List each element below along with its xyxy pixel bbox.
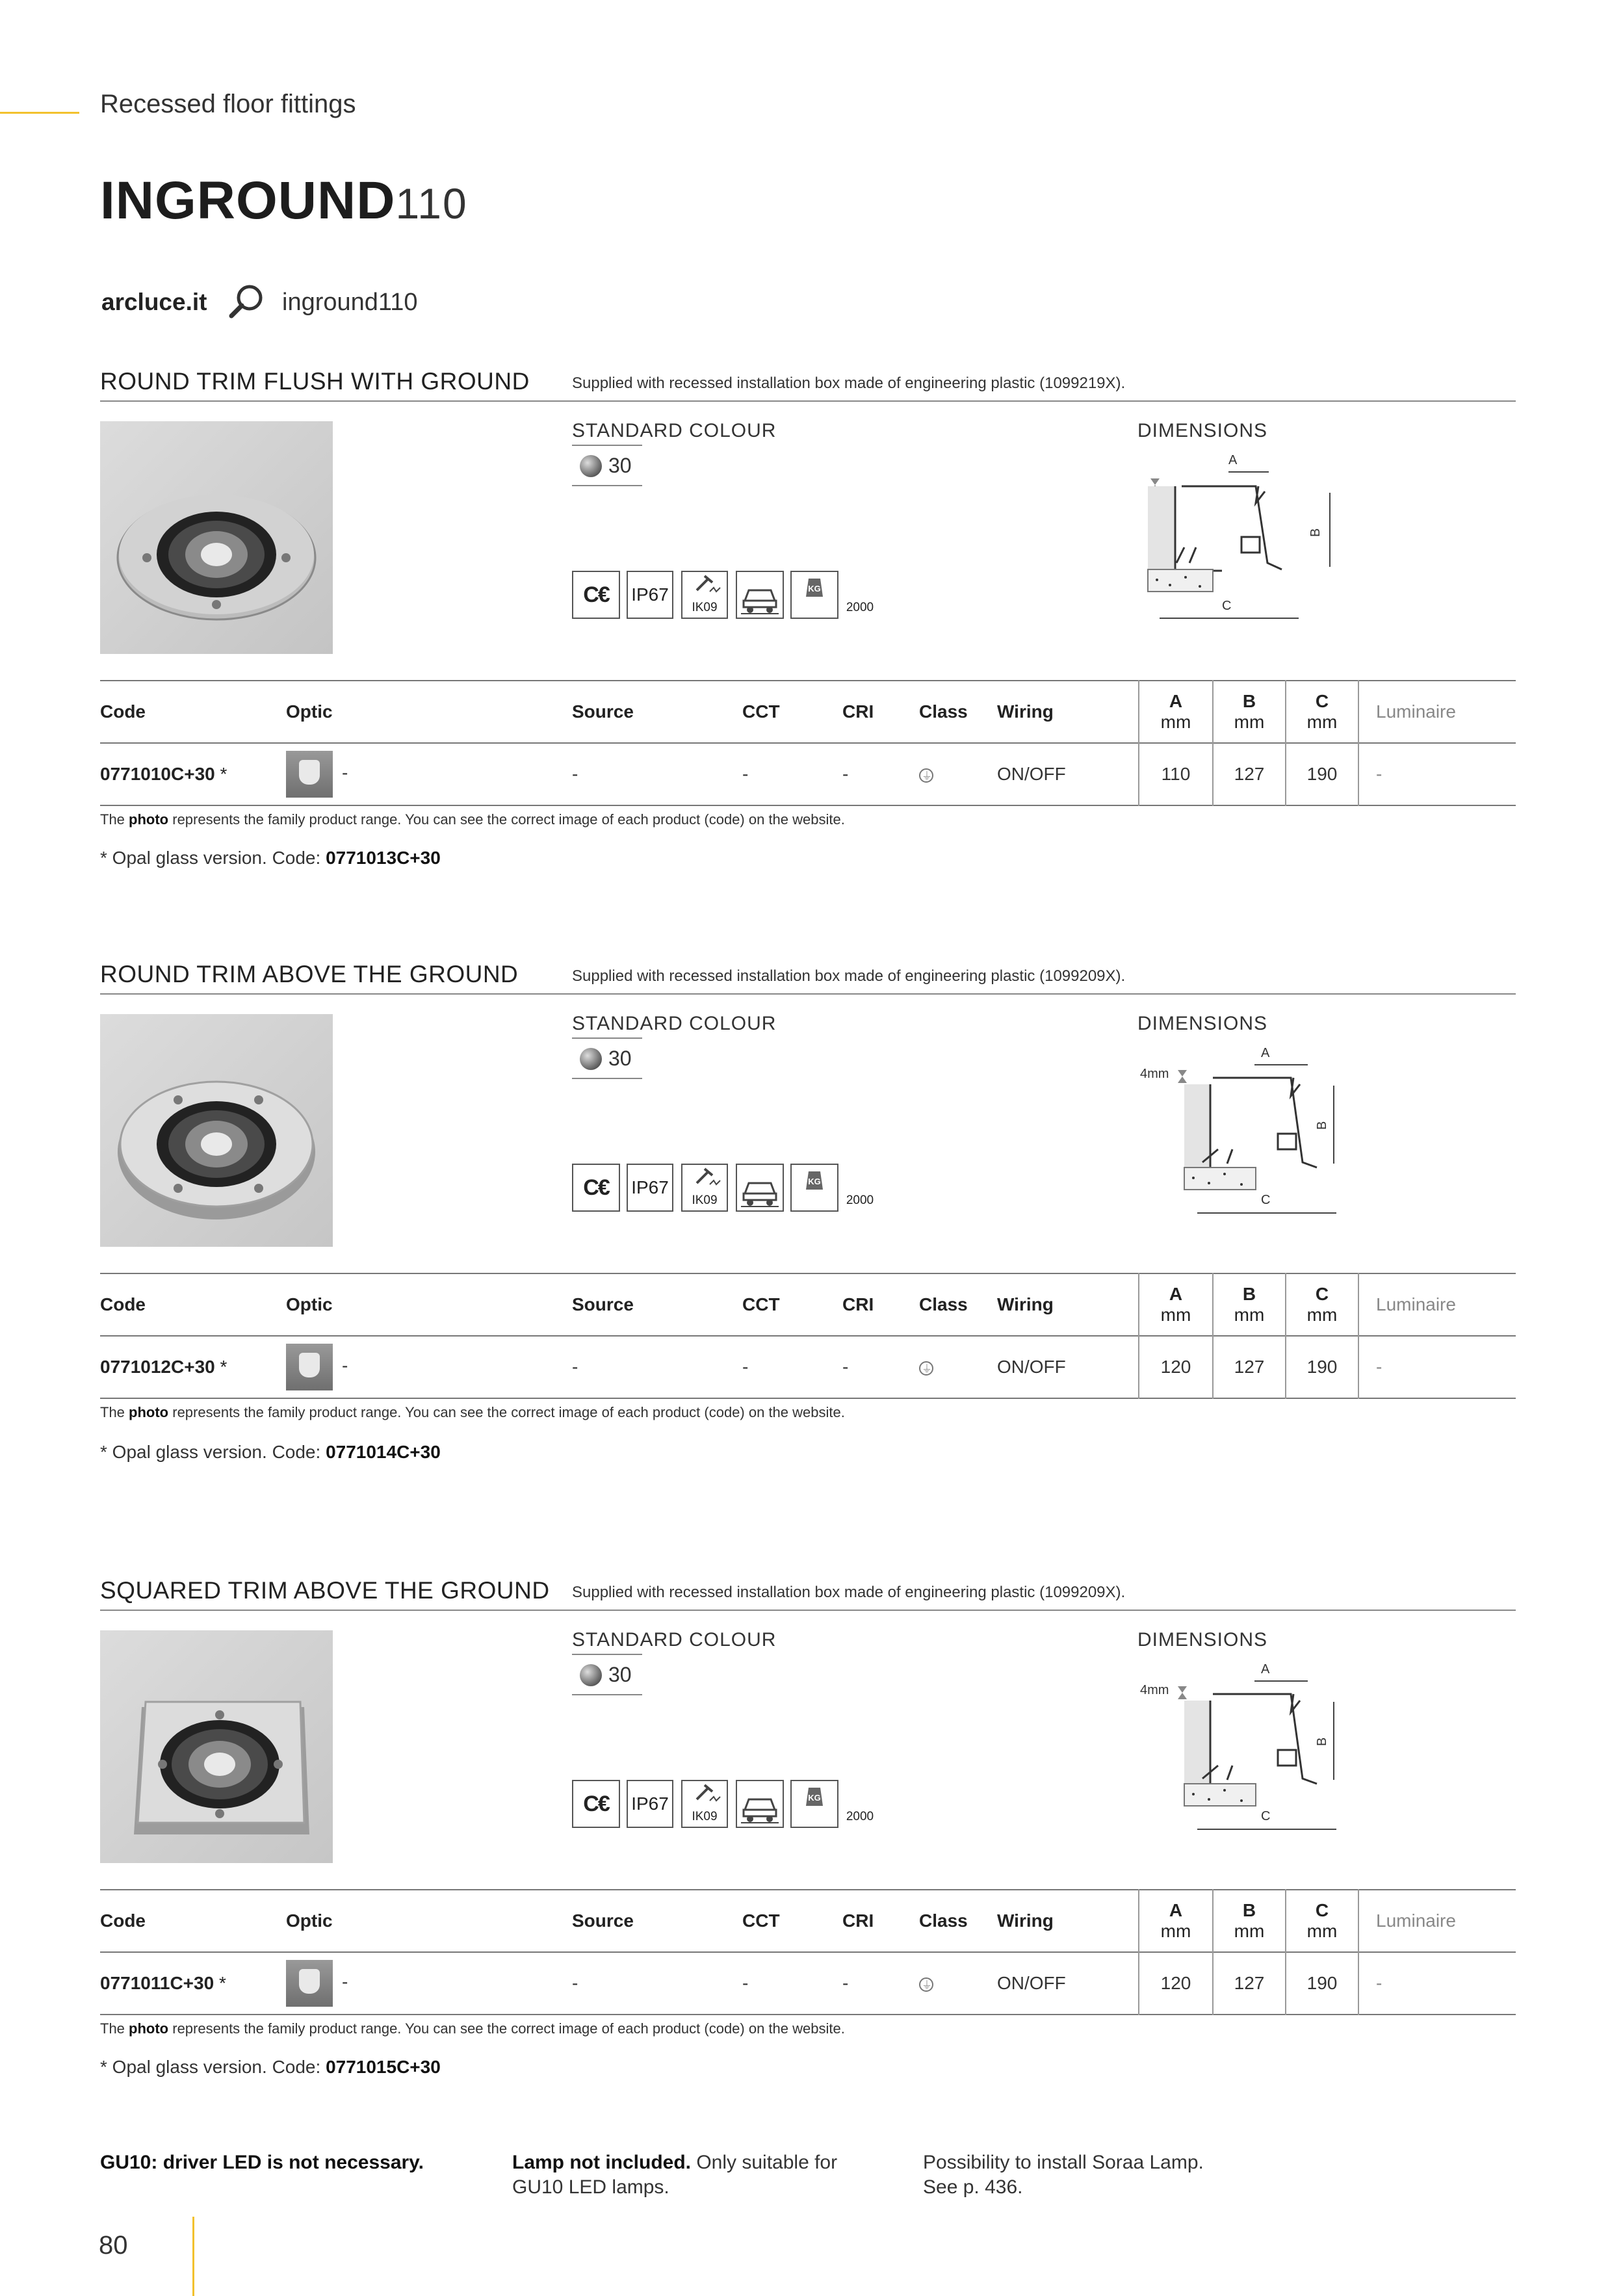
optic-cell: - [286, 1952, 572, 2015]
load-weight-icon [790, 1164, 874, 1212]
ce-mark-icon: C€ [572, 1780, 620, 1828]
cct-cell: - [742, 764, 749, 784]
drive-over-car-icon [736, 571, 784, 619]
luminaire-cell: - [1358, 1952, 1516, 2015]
optic-lamp-icon [286, 751, 333, 798]
dim-a-label: A [1261, 1662, 1270, 1676]
section-divider [100, 400, 1516, 402]
source-cell: - [572, 1973, 578, 1993]
section-title: SQUARED TRIM ABOVE THE GROUND [100, 1577, 550, 1604]
website-link[interactable]: arcluce.it [101, 289, 207, 315]
dim-b-label: B [1315, 1737, 1329, 1746]
product-code[interactable]: 0771011C+30 * [100, 1973, 226, 1993]
colour-swatch [572, 1654, 642, 1695]
dim-a-value: 120 [1139, 1952, 1213, 2015]
class-cell [919, 1952, 997, 2015]
optic-lamp-icon [286, 1344, 333, 1390]
col-a: A mm [1139, 1890, 1213, 1952]
spec-table-2 [100, 1273, 1516, 1399]
col-cct: CCT [742, 701, 780, 722]
cct-cell: - [742, 1357, 749, 1377]
col-cri: CRI [842, 701, 874, 722]
section-divider [100, 993, 1516, 995]
cct-cell: - [742, 1973, 749, 1993]
colour-swatch [572, 445, 642, 486]
dim-c-label: C [1261, 1193, 1271, 1207]
earth-class-icon [919, 1361, 933, 1376]
ip-rating-badge: IP67 [627, 1780, 673, 1828]
dim-c-label: C [1222, 599, 1232, 613]
col-b: B mm [1213, 681, 1286, 743]
wiring-cell: ON/OFF [997, 1973, 1066, 1993]
col-code: Code [100, 1911, 146, 1931]
colour-swatch [572, 1037, 642, 1079]
col-luminaire: Luminaire [1358, 1273, 1516, 1336]
dimensions-label: DIMENSIONS [1137, 420, 1268, 441]
dim-b-label: B [1315, 1121, 1329, 1130]
search-term: inground110 [282, 289, 418, 316]
dim-a-value: 120 [1139, 1336, 1213, 1398]
dim-c-value: 190 [1286, 743, 1358, 805]
col-optic: Optic [286, 1911, 333, 1931]
standard-colour-label: STANDARD COLOUR [572, 1013, 777, 1034]
col-code: Code [100, 701, 146, 722]
product-name: INGROUND [100, 171, 396, 230]
col-cct: CCT [742, 1911, 780, 1931]
photo-note: The photo represents the family product range. You can see the correct image of each product (code) on the website. [100, 811, 845, 828]
earth-class-icon [919, 768, 933, 783]
dimensions-label: DIMENSIONS [1137, 1013, 1268, 1034]
col-luminaire: Luminaire [1358, 681, 1516, 743]
col-wiring: Wiring [997, 1911, 1054, 1931]
ce-mark-icon: C€ [572, 1164, 620, 1212]
footer-note-lamp: Lamp not included. Only suitable for GU10 LED lamps. [512, 2152, 838, 2198]
ik-rating-label: IK09 [692, 1194, 718, 1207]
optic-cell: - [286, 743, 572, 805]
photo-note: The photo represents the family product range. You can see the correct image of each product (code) on the website. [100, 2020, 845, 2037]
search-icon[interactable] [227, 282, 265, 320]
table-row[interactable] [100, 743, 1516, 805]
drive-over-car-icon [736, 1164, 784, 1212]
photo-note: The photo represents the family product range. You can see the correct image of each product (code) on the website. [100, 1404, 845, 1420]
colour-code: 30 [608, 1663, 632, 1686]
optic-lamp-icon [286, 1960, 333, 2007]
dim-4mm-label: 4mm [1140, 1683, 1169, 1697]
col-c: C mm [1286, 1890, 1358, 1952]
header-accent-line [0, 112, 79, 114]
colour-code: 30 [608, 1047, 632, 1070]
section-note: Supplied with recessed installation box made of engineering plastic (1099219X). [572, 374, 1126, 392]
col-a: A mm [1139, 681, 1213, 743]
load-weight-label: 2000 [846, 1810, 874, 1823]
ik-rating-icon [681, 1164, 728, 1212]
col-cri: CRI [842, 1294, 874, 1314]
optic-cell: - [286, 1336, 572, 1398]
section-divider [100, 1610, 1516, 1611]
dim-b-label: B [1308, 528, 1323, 537]
cri-cell: - [842, 764, 849, 784]
wiring-cell: ON/OFF [997, 764, 1066, 784]
product-photo [100, 1014, 333, 1247]
col-wiring: Wiring [997, 1294, 1054, 1314]
source-cell: - [572, 1357, 578, 1377]
col-c: C mm [1286, 681, 1358, 743]
ik-rating-icon [681, 571, 728, 619]
product-code[interactable]: 0771010C+30 * [100, 764, 227, 784]
col-source: Source [572, 1294, 634, 1314]
col-b: B mm [1213, 1273, 1286, 1336]
col-wiring: Wiring [997, 701, 1054, 722]
spec-table-3 [100, 1889, 1516, 2015]
drive-over-car-icon [736, 1780, 784, 1828]
standard-colour-label: STANDARD COLOUR [572, 420, 777, 441]
page-accent-bar [192, 2217, 194, 2296]
dim-4mm-label: 4mm [1140, 1067, 1169, 1081]
svg-text:KG: KG [808, 1177, 821, 1186]
col-c: C mm [1286, 1273, 1358, 1336]
product-photo [100, 421, 333, 654]
class-cell [919, 743, 997, 805]
footer-note-soraa: Possibility to install Soraa Lamp. See p. 436. [923, 2152, 1204, 2198]
col-source: Source [572, 701, 634, 722]
dim-b-value: 127 [1213, 1336, 1286, 1398]
svg-text:KG: KG [808, 1793, 821, 1803]
cri-cell: - [842, 1973, 849, 1993]
dim-c-label: C [1261, 1809, 1271, 1823]
ik-rating-icon [681, 1780, 728, 1828]
section-note: Supplied with recessed installation box made of engineering plastic (1099209X). [572, 1584, 1126, 1601]
colour-dot-icon [580, 1664, 602, 1686]
product-title [100, 171, 468, 230]
col-code: Code [100, 1294, 146, 1314]
dim-b-value: 127 [1213, 1952, 1286, 2015]
dim-a-label: A [1228, 453, 1238, 467]
dim-a-value: 110 [1139, 743, 1213, 805]
cri-cell: - [842, 1357, 849, 1377]
luminaire-cell: - [1358, 1336, 1516, 1398]
ik-rating-label: IK09 [692, 1810, 718, 1823]
colour-code: 30 [608, 454, 632, 477]
dim-c-value: 190 [1286, 1336, 1358, 1398]
ip-rating-badge: IP67 [627, 571, 673, 619]
dimensions-label: DIMENSIONS [1137, 1629, 1268, 1650]
product-number: 110 [395, 179, 468, 228]
col-a: A mm [1139, 1273, 1213, 1336]
spec-table-1 [100, 680, 1516, 806]
wiring-cell: ON/OFF [997, 1357, 1066, 1377]
colour-dot-icon [580, 455, 602, 477]
dimensions-diagram [1137, 452, 1339, 647]
category-title: Recessed floor fittings [100, 90, 356, 118]
col-cct: CCT [742, 1294, 780, 1314]
ip-rating-badge: IP67 [627, 1164, 673, 1212]
table-row[interactable] [100, 1336, 1516, 1398]
dimensions-diagram [1137, 1662, 1339, 1857]
col-cri: CRI [842, 1911, 874, 1931]
ik-rating-label: IK09 [692, 601, 718, 614]
class-cell [919, 1336, 997, 1398]
col-source: Source [572, 1911, 634, 1931]
page-number: 80 [99, 2231, 128, 2260]
footer-note-driver: GU10: driver LED is not necessary. [100, 2152, 424, 2173]
earth-class-icon [919, 1977, 933, 1992]
col-b: B mm [1213, 1890, 1286, 1952]
product-photo [100, 1630, 333, 1863]
opal-note: * Opal glass version. Code: 0771014C+30 [100, 1442, 441, 1462]
ce-mark-icon: C€ [572, 571, 620, 619]
dim-a-label: A [1261, 1046, 1270, 1060]
col-class: Class [919, 1911, 968, 1931]
load-weight-icon [790, 1780, 874, 1828]
opal-note: * Opal glass version. Code: 0771013C+30 [100, 848, 441, 868]
standard-colour-label: STANDARD COLOUR [572, 1629, 777, 1650]
load-weight-label: 2000 [846, 601, 874, 614]
col-optic: Optic [286, 1294, 333, 1314]
source-cell: - [572, 764, 578, 784]
section-title: ROUND TRIM FLUSH WITH GROUND [100, 368, 530, 395]
luminaire-cell: - [1358, 743, 1516, 805]
colour-dot-icon [580, 1048, 602, 1070]
load-weight-label: 2000 [846, 1194, 874, 1207]
dim-c-value: 190 [1286, 1952, 1358, 2015]
col-class: Class [919, 1294, 968, 1314]
table-row[interactable] [100, 1952, 1516, 2015]
dimensions-diagram [1137, 1045, 1339, 1240]
load-weight-icon [790, 571, 874, 619]
product-code[interactable]: 0771012C+30 * [100, 1357, 227, 1377]
col-luminaire: Luminaire [1358, 1890, 1516, 1952]
section-title: ROUND TRIM ABOVE THE GROUND [100, 961, 519, 987]
dim-b-value: 127 [1213, 743, 1286, 805]
section-note: Supplied with recessed installation box made of engineering plastic (1099209X). [572, 967, 1126, 985]
col-class: Class [919, 701, 968, 722]
col-optic: Optic [286, 701, 333, 722]
svg-text:KG: KG [808, 584, 821, 594]
opal-note: * Opal glass version. Code: 0771015C+30 [100, 2057, 441, 2077]
